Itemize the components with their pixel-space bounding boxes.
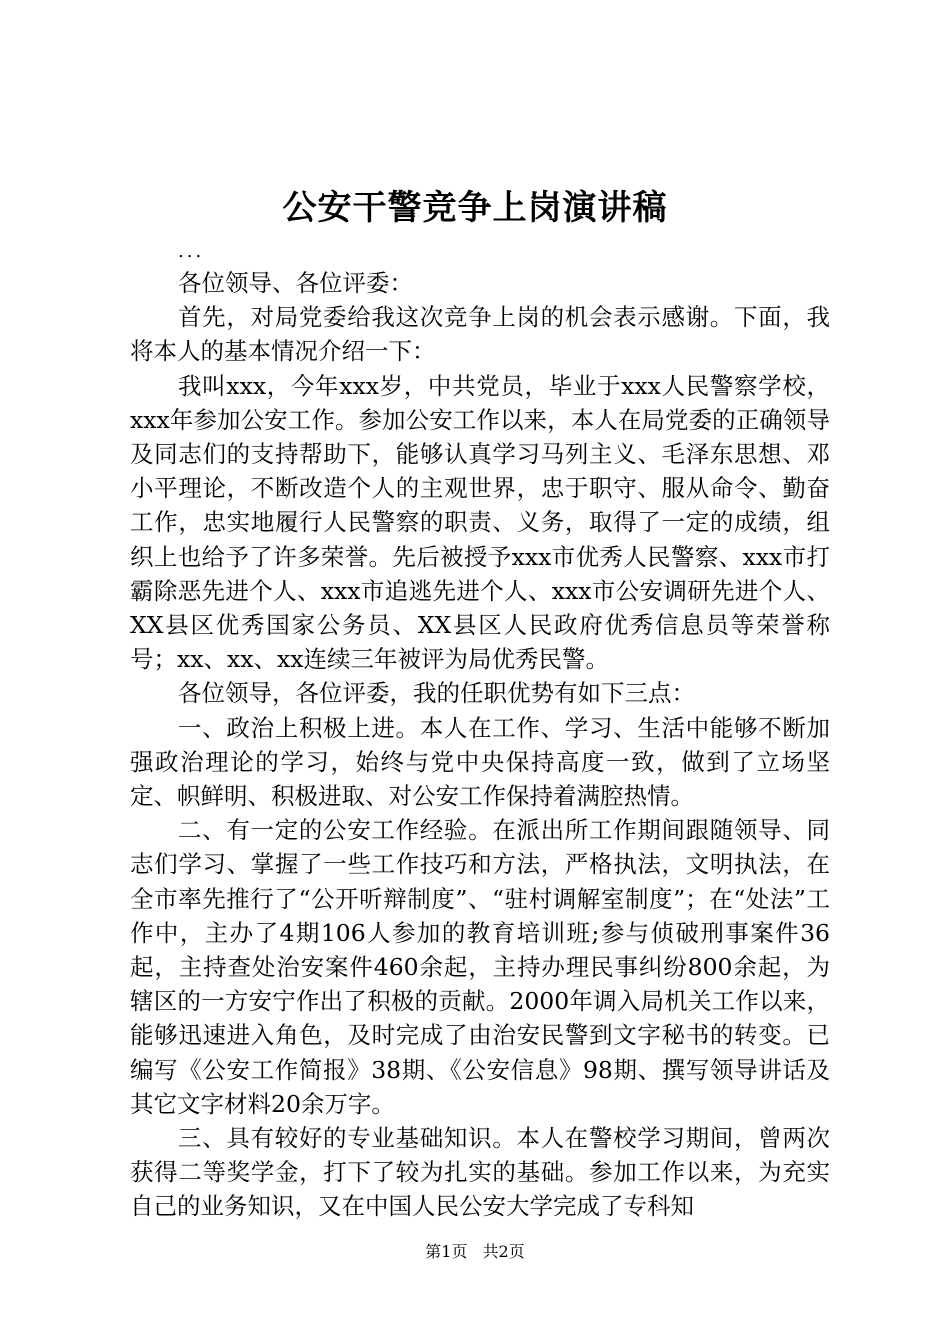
paragraph-advantages-intro: 各位领导，各位评委，我的任职优势有如下三点：: [178, 679, 695, 708]
paragraph-advantage-two: 二、有一定的公安工作经验。在派出所工作期间跟随领导、同志们学习、掌握了一些工作技巧和方法，严格执法，文明执法，在全市率先推行了“公开听辩制度”、“驻村调解室制度”；在“处法”工作中，主办了4期106人参加的教育培训班;参与侦破刑事案件36起，主持查处治安案件460余起，主持办理民事纠纷800余起，为辖区的一方安宁作出了积极的贡献。2000年调入局机关工作以来，能够迅速进入角色，及时完成了由治安民警到文字秘书的转变。已编写《公安工作简报》38期、《公安信息》98期、撰写领导讲话及其它文字材料20余万字。: [130, 816, 830, 1118]
paragraph-advantage-one: 一、政治上积极上进。本人在工作、学习、生活中能够不断加强政治理论的学习，始终与党中央保持高度一致，做到了立场坚定、帜鲜明、积极进取、对公安工作保持着满腔热情。: [130, 713, 830, 811]
page-number-current: 第1页: [425, 1242, 468, 1261]
document-body: [130, 241, 830, 1224]
paragraph-opening: 首先，对局党委给我这次竞争上岗的机会表示感谢。下面，我将本人的基本情况介绍一下：: [130, 303, 830, 366]
paragraph-advantage-three: 三、具有较好的专业基础知识。本人在警校学习期间，曾两次获得二等奖学金，打下了较为扎实的基础。参加工作以来，为充实自己的业务知识，又在中国人民公安大学完成了专科知: [130, 1124, 830, 1221]
paragraph-self-introduction: 我叫xxx，今年xxx岁，中共党员，毕业于xxx人民警察学校，xxx年参加公安工作。参加公安工作以来，本人在局党委的正确领导及同志们的支持帮助下，能够认真学习马列主义、毛泽东思想、邓小平理论，不断改造个人的主观世界，忠于职守、服从命令、勤奋工作，忠实地履行人民警察的职责、义务，取得了一定的成绩，组织上也给予了许多荣誉。先后被授予xxx市优秀人民警察、xxx市打霸除恶先进个人、xxx市追逃先进个人、xxx市公安调研先进个人、XX县区优秀国家公务员、XX县区人民政府优秀信息员等荣誉称号；xx、xx、xx连续三年被评为局优秀民警。: [130, 371, 830, 674]
page-number-total: 共2页: [482, 1242, 525, 1261]
document-title: 公安干警竞争上岗演讲稿: [282, 188, 668, 228]
paragraph-salutation: 各位领导、各位评委：: [178, 269, 413, 297]
page-footer: [0, 1241, 950, 1263]
ellipsis-mark: ...: [178, 241, 205, 262]
